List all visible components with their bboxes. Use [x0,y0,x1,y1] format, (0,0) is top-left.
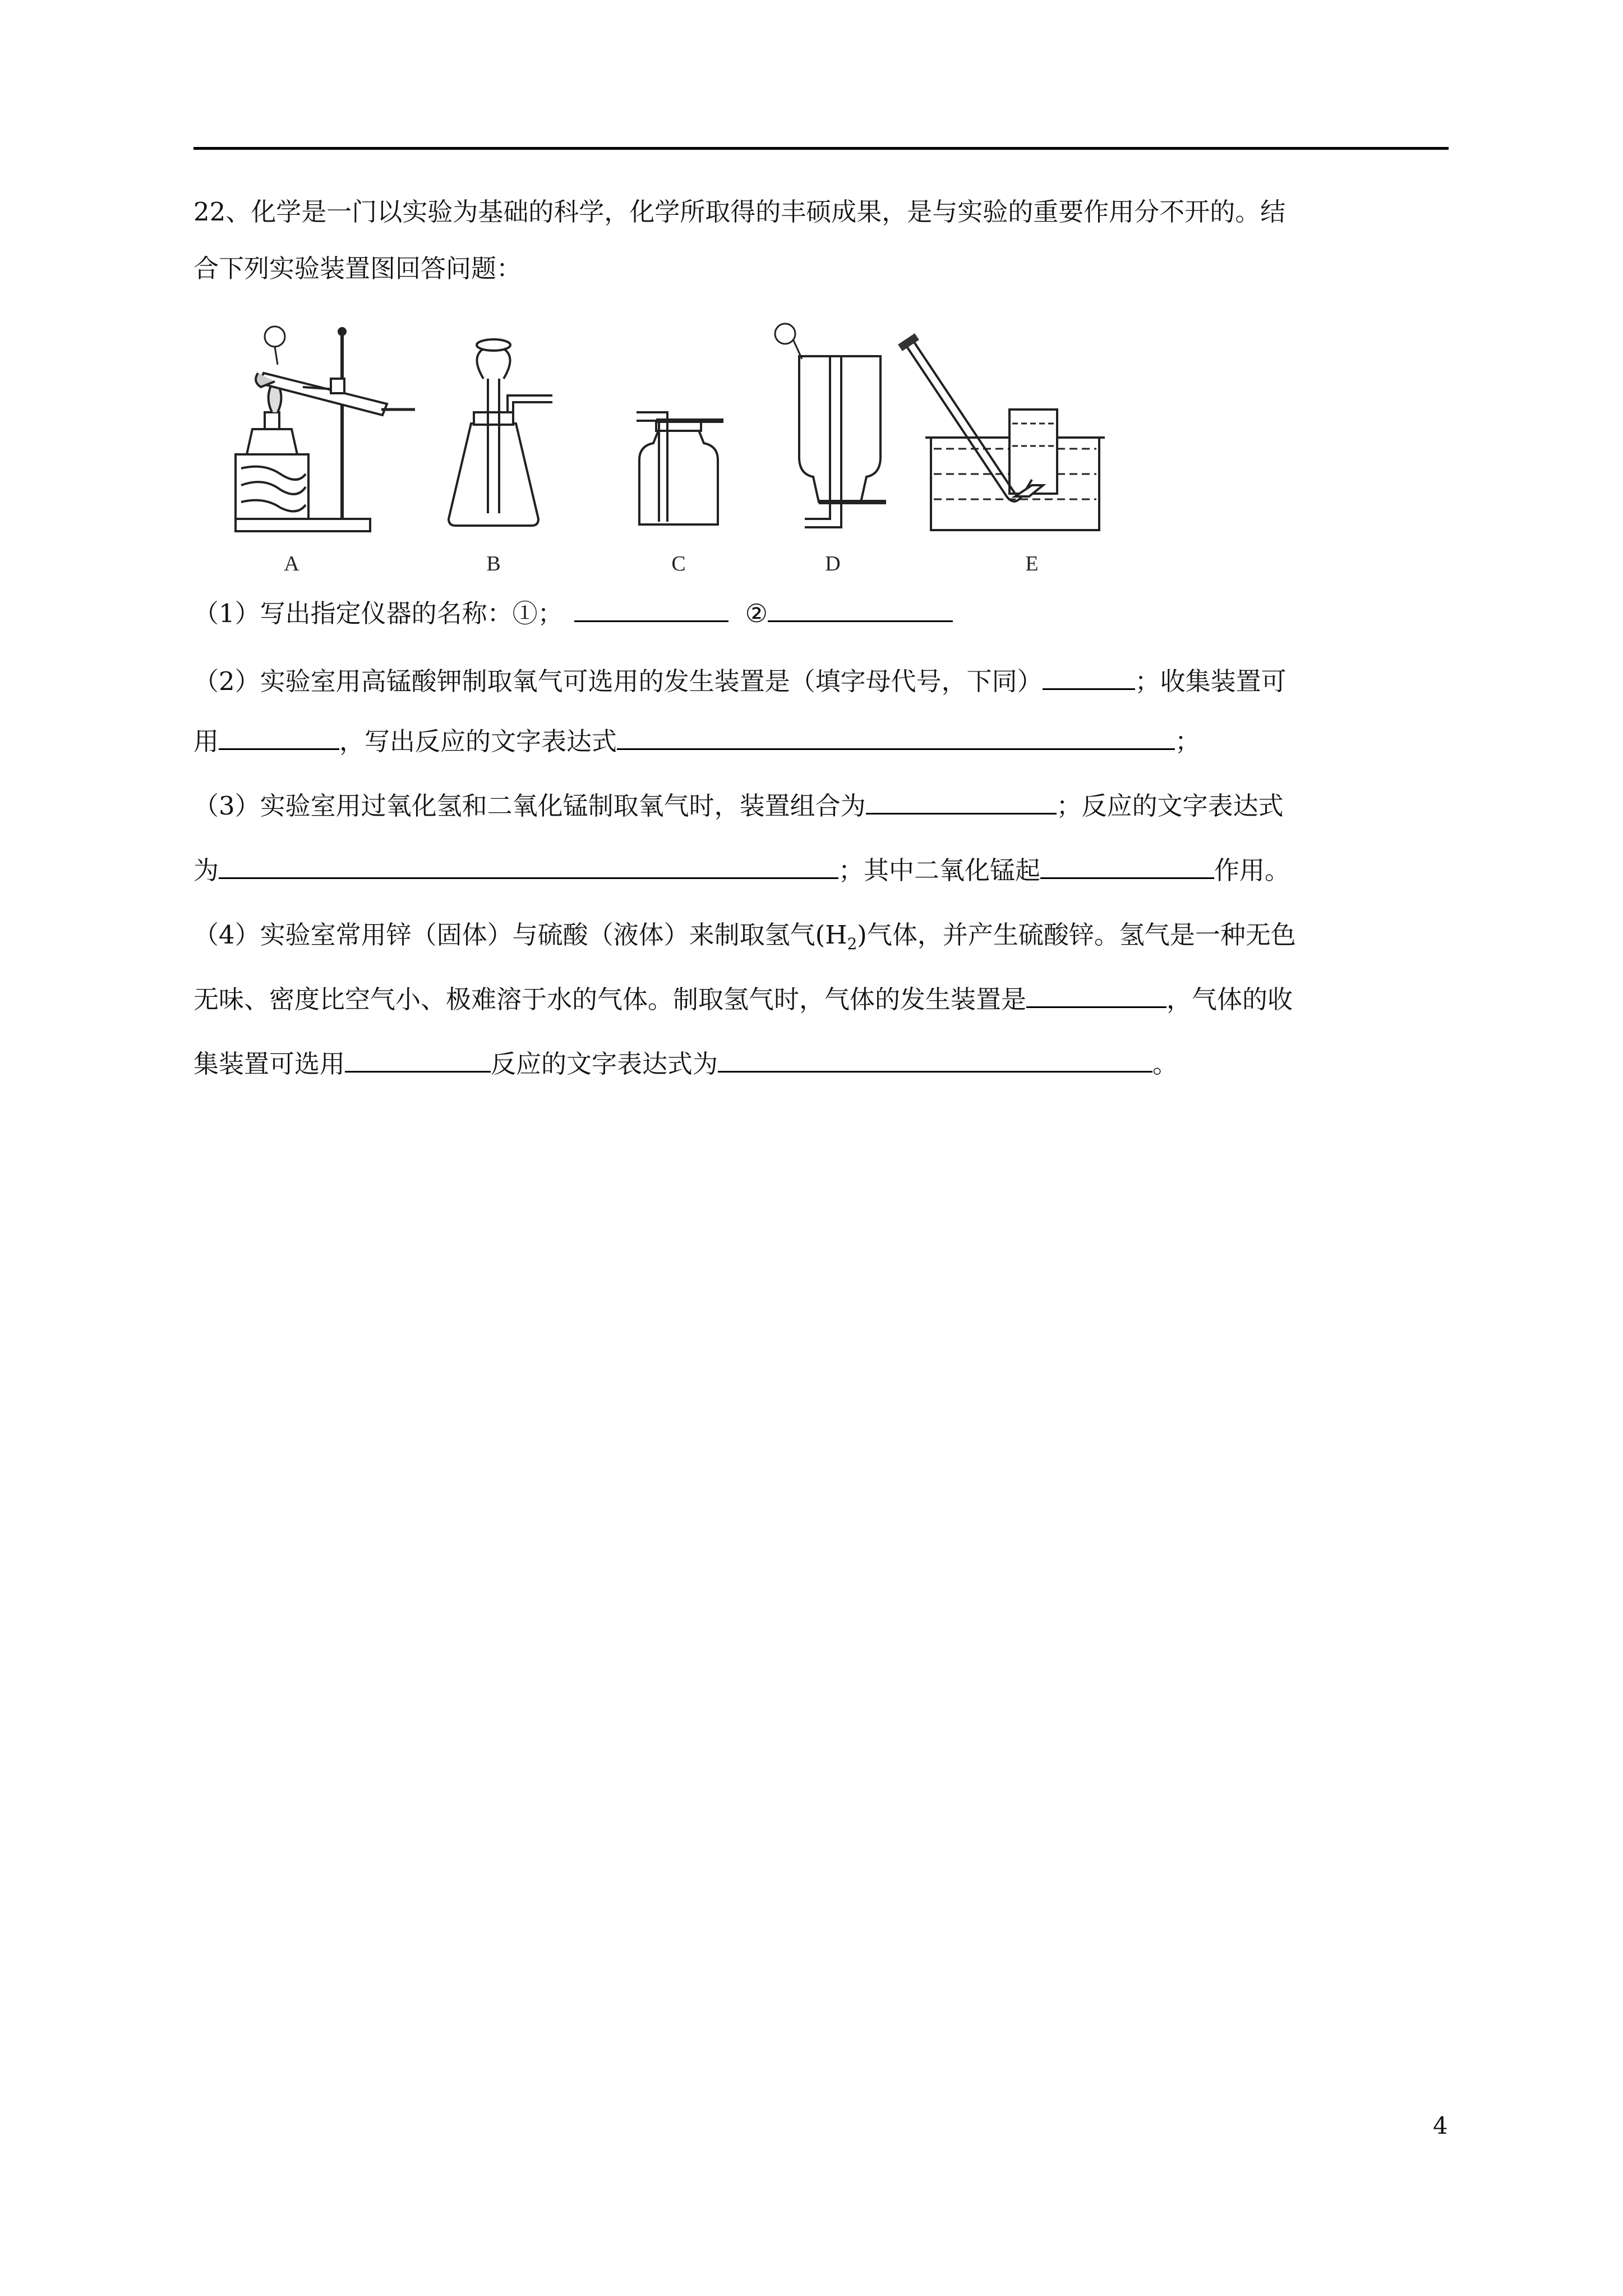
q2-line-2 [193,724,1200,758]
q4-text-1a: （4）实验室常用锌（固体）与硫酸（液体）来制取氢气(H [193,920,847,950]
apparatus-a [236,326,415,531]
q1-line [193,596,953,631]
apparatus-d [775,324,886,527]
q3-blank-equation[interactable] [219,853,838,879]
q3-blank-role[interactable] [1040,853,1214,879]
label-e: E [1025,552,1039,576]
q3-text-1a: （3）实验室用过氧化氢和二氧化锰制取氧气时，装置组合为 [193,791,866,821]
question-line-2: 合下列实验装置图回答问题： [193,254,522,283]
label-a: A [284,552,299,576]
label-c: C [671,552,686,576]
q3-text-2c: 作用。 [1214,855,1290,885]
q3-line-2 [193,853,1290,887]
q4-blank-generator[interactable] [1026,982,1166,1008]
q4-text-2a: 无味、密度比空气小、极难溶于水的气体。制取氢气时，气体的发生装置是 [193,984,1027,1014]
q4-blank-equation[interactable] [718,1046,1152,1073]
apparatus-figure [224,311,1122,581]
q2-text-2c: ； [1175,726,1201,756]
q3-text-2b: ；其中二氧化锰起 [838,855,1041,885]
q2-text-2b: ，写出反应的文字表达式 [339,726,617,756]
apparatus-c [637,412,723,524]
q2-blank-generator[interactable] [1043,664,1135,690]
q3-line-1 [193,788,1284,823]
q3-blank-combination[interactable] [866,788,1057,815]
q4-text-3b: 反应的文字表达式为 [491,1049,718,1079]
q4-subscript: 2 [847,935,857,953]
q4-line-1 [193,918,1296,961]
q1-text-b: ② [745,599,768,628]
q4-text-1b: )气体，并产生硫酸锌。氢气是一种无色 [857,920,1296,950]
q4-text-3c: 。 [1152,1049,1178,1079]
q2-text-1b: ；收集装置可 [1135,666,1287,696]
q4-text-2b: ，气体的收 [1166,984,1293,1014]
apparatus-b [449,339,552,526]
q1-blank-2[interactable] [768,596,953,622]
q2-text-1a: （2）实验室用高锰酸钾制取氧气可选用的发生装置是（填字母代号，下同） [193,666,1043,696]
header-rule [193,147,1449,150]
q3-text-1b: ；反应的文字表达式 [1056,791,1284,821]
q3-text-2a: 为 [193,855,219,885]
question-line-1: 22、化学是一门以实验为基础的科学，化学所取得的丰硕成果，是与实验的重要作用分不开的。结 [193,197,1286,227]
label-d: D [825,552,841,576]
apparatus-e [900,337,1105,530]
q2-line-1 [193,664,1287,698]
q1-text-a: （1）写出指定仪器的名称：①； [193,599,563,628]
q1-blank-1[interactable] [574,596,728,622]
q4-blank-collector[interactable] [345,1046,491,1073]
q4-line-2 [193,982,1293,1016]
q2-blank-equation[interactable] [617,724,1175,750]
page-number: 4 [1433,2112,1448,2139]
q4-line-3 [193,1046,1178,1081]
q4-text-3a: 集装置可选用 [193,1049,345,1079]
q2-text-2a: 用 [193,726,219,756]
label-b: B [486,552,501,576]
q2-blank-collector[interactable] [219,724,339,750]
